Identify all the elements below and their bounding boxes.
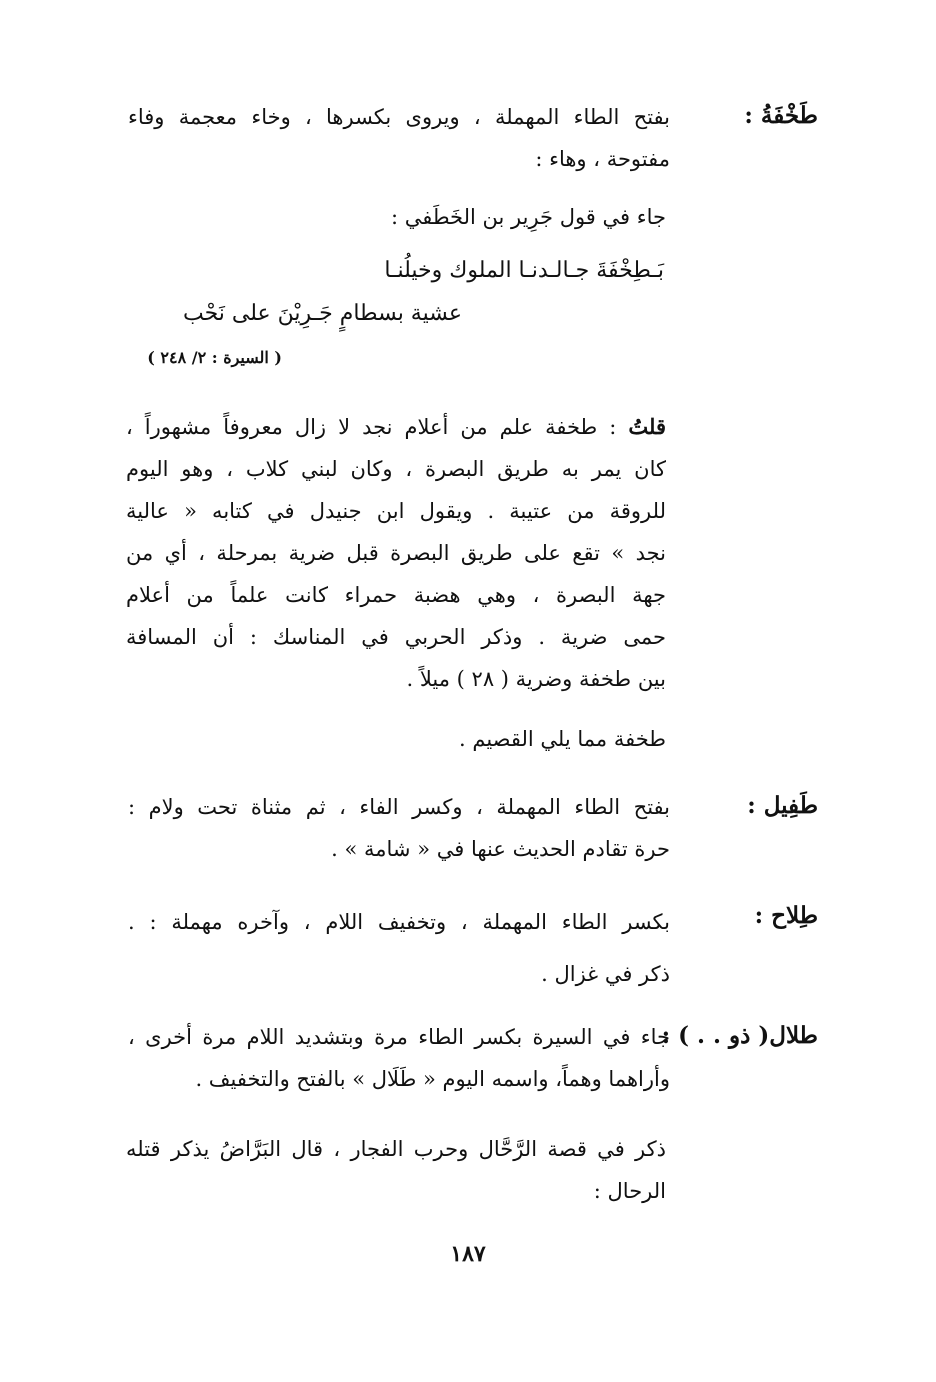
verse-intro: جاء في قول جَرِير بن الخَطَفي :	[390, 205, 666, 229]
paragraph-line: الرحال :	[593, 1179, 666, 1203]
note-line: كان يمر به طريق البصرة ، وكان لبني كلاب ، وهو اليوم	[126, 457, 666, 481]
verse-hemistich-1: بَـطِخْفَةَ جـالـدنـا الملوك وخيلُنـا	[384, 258, 664, 283]
entry-tufayl	[128, 786, 818, 870]
entry-tilah	[128, 896, 818, 988]
page-number: ١٨٧	[450, 1241, 486, 1267]
entry-tikhfa	[128, 96, 818, 180]
entry-definition	[128, 1016, 670, 1100]
definition-line: مفتوحة ، وهاء :	[535, 147, 670, 171]
note-line: للروقة من عتيبة . ويقول ابن جنيدل في كتابه « عالية	[126, 499, 666, 523]
entry-paragraph	[126, 1128, 666, 1212]
entry-headword: طِلاح :	[754, 902, 818, 929]
entry-definition	[128, 896, 670, 1000]
entry-definition	[128, 96, 670, 180]
entry-headword: طلال( ذو . . ) :	[661, 1022, 818, 1049]
verse-hemistich-2: عشية بسطامٍ جَـرِيْنَ على نَحْب	[182, 301, 462, 326]
entry-headword: طَخْفَةُ :	[744, 102, 818, 129]
entry-headword: طَفِيل :	[747, 792, 818, 819]
note-line: جهة البصرة ، وهي هضبة حمراء كانت علماً من أعلام	[126, 583, 666, 607]
definition-line: بكسر الطاء المهملة ، وتخفيف اللام ، وآخره مهملة : .	[128, 910, 670, 934]
note-label: قلتُ	[628, 414, 666, 439]
entry-dhu-tilal	[128, 1016, 818, 1100]
note-closing: طخفة مما يلي القصيم .	[459, 727, 666, 751]
note-line: بين طخفة وضرية ( ٢٨ ) ميلاً .	[406, 667, 666, 691]
definition-line: بفتح الطاء المهملة ، وكسر الفاء ، ثم مثناة تحت ولام :	[128, 795, 670, 819]
note-line: قلتُ : طخفة علم من أعلام نجد لا زال معروفاً مشهوراً ،	[126, 414, 666, 439]
definition-line: ذكر في غزال .	[541, 962, 670, 986]
note-line: نجد » تقع على طريق البصرة قبل ضرية بمرحلة ، أي من	[126, 541, 666, 565]
verse-citation: ( السيرة : ٢/ ٢٤٨ )	[147, 348, 282, 367]
definition-line: جاء في السيرة بكسر الطاء مرة وبتشديد اللام مرة أخرى ،	[128, 1025, 670, 1049]
definition-line: بفتح الطاء المهملة ، ويروى بكسرها ، وخاء معجمة وفاء	[128, 105, 670, 129]
note-paragraph	[126, 406, 666, 700]
definition-line: حرة تقادم الحديث عنها في « شامة » .	[331, 837, 670, 861]
paragraph-line: ذكر في قصة الرَّحَّال وحرب الفجار ، قال البَرَّاضُ يذكر قتله	[126, 1137, 666, 1161]
entry-definition	[128, 786, 670, 870]
definition-line: وأراهما وهماً، واسمه اليوم « طَلَال » بالفتح والتخفيف .	[195, 1067, 670, 1091]
note-line: حمى ضرية . وذكر الحربي في المناسك : أن المسافة	[126, 625, 666, 649]
